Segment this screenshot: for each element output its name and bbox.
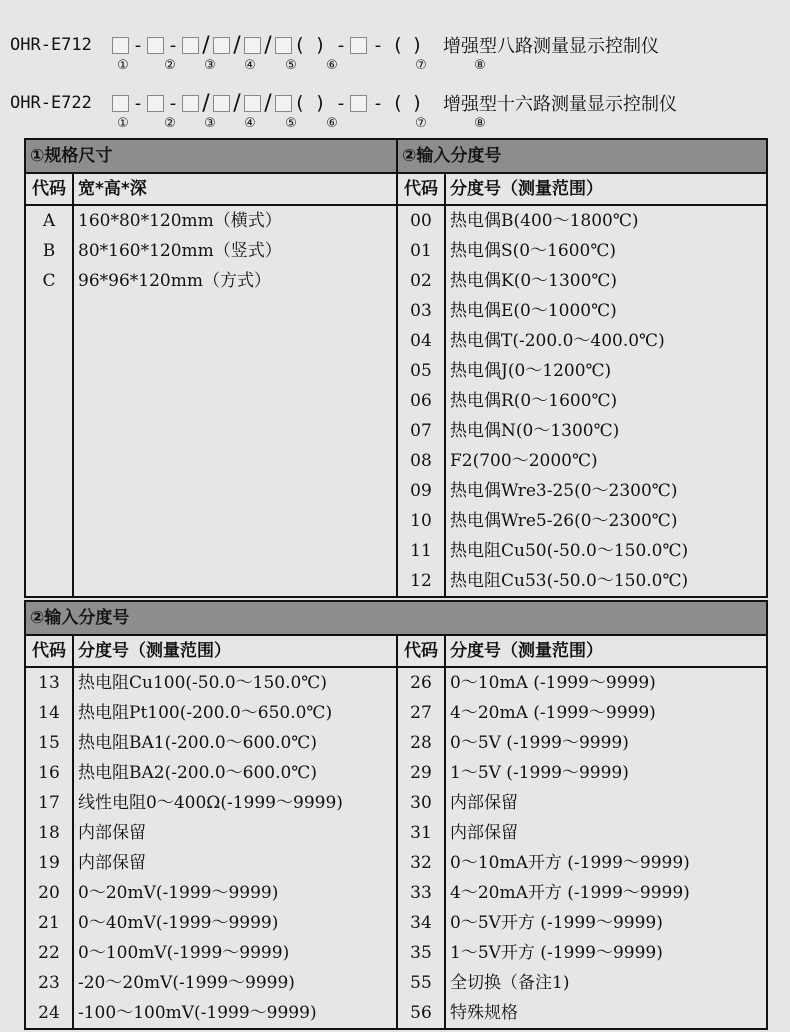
- right-paren: ): [413, 92, 421, 114]
- option-box-1: [112, 95, 129, 112]
- table-row: [25, 416, 767, 446]
- row-code: [25, 446, 73, 476]
- section-header-row: [25, 139, 767, 173]
- table-row: [25, 536, 767, 566]
- marker-4: ④: [244, 116, 256, 131]
- section-header-row: [25, 601, 767, 635]
- row-code: 55: [397, 968, 445, 998]
- code-header: 代码: [25, 173, 73, 205]
- section-title-input: ②输入分度号: [25, 601, 767, 635]
- table-row: [25, 878, 767, 908]
- row-value: [73, 536, 397, 566]
- model-code: OHR-E722: [10, 93, 92, 113]
- model-line-1: [10, 30, 659, 60]
- table-row: [25, 998, 767, 1029]
- option-box-2: [147, 95, 164, 112]
- marker-3: ③: [204, 58, 216, 73]
- row-code: 02: [397, 266, 445, 296]
- row-code: 27: [397, 698, 445, 728]
- code-header: 代码: [397, 635, 445, 667]
- row-value: 热电偶S(0～1600℃): [445, 236, 767, 266]
- marker-4: ④: [244, 58, 256, 73]
- marker-7: ⑦: [415, 58, 427, 73]
- table-row: [25, 506, 767, 536]
- row-value: 热电阻Cu53(-50.0～150.0℃): [445, 566, 767, 597]
- row-value: [73, 476, 397, 506]
- option-box-4: [213, 37, 230, 54]
- spec-table-2: [24, 600, 768, 1030]
- row-value: 热电偶E(0～1000℃): [445, 296, 767, 326]
- row-code: [25, 566, 73, 597]
- table-row: [25, 326, 767, 356]
- row-code: A: [25, 205, 73, 236]
- option-box-7: [350, 37, 367, 54]
- marker-2: ②: [164, 116, 176, 131]
- row-code: 07: [397, 416, 445, 446]
- row-value: 线性电阻0～400Ω(-1999～9999): [73, 788, 397, 818]
- table-row: [25, 818, 767, 848]
- row-value: 80*160*120mm（竖式）: [73, 236, 397, 266]
- model-code: OHR-E712: [10, 35, 92, 55]
- left-paren: (: [394, 34, 402, 56]
- row-code: 08: [397, 446, 445, 476]
- marker-6: ⑥: [326, 58, 338, 73]
- option-box-3: [182, 95, 199, 112]
- row-code: 35: [397, 938, 445, 968]
- row-value: [73, 356, 397, 386]
- right-paren: ): [316, 92, 324, 114]
- row-code: [25, 416, 73, 446]
- row-code: 17: [25, 788, 73, 818]
- table-row: [25, 205, 767, 236]
- marker-2: ②: [164, 58, 176, 73]
- row-code: 05: [397, 356, 445, 386]
- marker-5: ⑤: [285, 116, 297, 131]
- dash: -: [374, 34, 382, 56]
- spec-table-1: [24, 138, 768, 598]
- right-paren: ): [316, 34, 324, 56]
- row-value: -100～100mV(-1999～9999): [73, 998, 397, 1029]
- row-value: 内部保留: [445, 818, 767, 848]
- slash: /: [233, 32, 241, 58]
- option-box-2: [147, 37, 164, 54]
- row-code: 16: [25, 758, 73, 788]
- section-title-size: ①规格尺寸: [25, 139, 397, 173]
- row-code: [25, 506, 73, 536]
- slash: /: [264, 90, 272, 116]
- row-value: [73, 416, 397, 446]
- row-code: 23: [25, 968, 73, 998]
- row-value: 特殊规格: [445, 998, 767, 1029]
- option-box-6: [275, 95, 292, 112]
- row-code: [25, 476, 73, 506]
- marker-5: ⑤: [285, 58, 297, 73]
- row-value: 热电偶Wre3-25(0～2300℃): [445, 476, 767, 506]
- row-value: 热电偶Wre5-26(0～2300℃): [445, 506, 767, 536]
- column-header-row: [25, 173, 767, 205]
- slash: /: [264, 32, 272, 58]
- table-row: [25, 476, 767, 506]
- table-row: [25, 728, 767, 758]
- table-row: [25, 938, 767, 968]
- dash: -: [337, 34, 345, 56]
- row-value: [73, 506, 397, 536]
- marker-7: ⑦: [415, 116, 427, 131]
- table-row: [25, 667, 767, 698]
- table-row: [25, 566, 767, 597]
- table-row: [25, 356, 767, 386]
- option-box-6: [275, 37, 292, 54]
- row-code: 29: [397, 758, 445, 788]
- row-code: 22: [25, 938, 73, 968]
- row-value: [73, 566, 397, 597]
- range-header: 分度号（测量范围）: [445, 173, 767, 205]
- row-code: 19: [25, 848, 73, 878]
- row-value: 160*80*120mm（横式）: [73, 205, 397, 236]
- row-value: 热电阻BA1(-200.0～600.0℃): [73, 728, 397, 758]
- row-value: 热电偶R(0～1600℃): [445, 386, 767, 416]
- marker-1: ①: [117, 58, 129, 73]
- marker-1: ①: [117, 116, 129, 131]
- row-code: [25, 386, 73, 416]
- table-row: [25, 908, 767, 938]
- row-value: 内部保留: [445, 788, 767, 818]
- row-value: 0～10mA (-1999～9999): [445, 667, 767, 698]
- row-value: 全切换（备注1): [445, 968, 767, 998]
- row-value: [73, 446, 397, 476]
- option-box-4: [213, 95, 230, 112]
- option-box-1: [112, 37, 129, 54]
- row-value: -20～20mV(-1999～9999): [73, 968, 397, 998]
- row-code: 30: [397, 788, 445, 818]
- slash: /: [202, 32, 210, 58]
- row-code: 34: [397, 908, 445, 938]
- row-value: 4～20mA开方 (-1999～9999): [445, 878, 767, 908]
- row-value: 1～5V开方 (-1999～9999): [445, 938, 767, 968]
- row-code: 01: [397, 236, 445, 266]
- row-value: 内部保留: [73, 818, 397, 848]
- row-code: 13: [25, 667, 73, 698]
- marker-8: ⑧: [474, 58, 486, 73]
- row-code: 56: [397, 998, 445, 1029]
- right-paren: ): [413, 34, 421, 56]
- row-code: 11: [397, 536, 445, 566]
- row-code: C: [25, 266, 73, 296]
- range-header: 分度号（测量范围）: [445, 635, 767, 667]
- left-paren: (: [394, 92, 402, 114]
- row-code: 06: [397, 386, 445, 416]
- row-value: F2(700～2000℃): [445, 446, 767, 476]
- marker-6: ⑥: [326, 116, 338, 131]
- row-code: 32: [397, 848, 445, 878]
- column-header-row: [25, 635, 767, 667]
- table-row: [25, 698, 767, 728]
- row-code: 33: [397, 878, 445, 908]
- size-header: 宽*高*深: [73, 173, 397, 205]
- table-row: [25, 236, 767, 266]
- row-value: 1～5V (-1999～9999): [445, 758, 767, 788]
- section-title-input: ②输入分度号: [397, 139, 767, 173]
- row-code: 10: [397, 506, 445, 536]
- slash: /: [202, 90, 210, 116]
- row-value: 0～100mV(-1999～9999): [73, 938, 397, 968]
- range-header: 分度号（测量范围）: [73, 635, 397, 667]
- row-value: [73, 386, 397, 416]
- dash: -: [134, 92, 142, 114]
- row-code: 12: [397, 566, 445, 597]
- row-code: 24: [25, 998, 73, 1029]
- row-value: 0～20mV(-1999～9999): [73, 878, 397, 908]
- row-code: 21: [25, 908, 73, 938]
- dash: -: [169, 34, 177, 56]
- row-code: 04: [397, 326, 445, 356]
- position-markers: [0, 58, 790, 78]
- row-code: [25, 536, 73, 566]
- row-value: [73, 296, 397, 326]
- row-value: 4～20mA (-1999～9999): [445, 698, 767, 728]
- row-value: 0～10mA开方 (-1999～9999): [445, 848, 767, 878]
- left-paren: (: [296, 34, 304, 56]
- row-code: [25, 356, 73, 386]
- row-code: [25, 326, 73, 356]
- dash: -: [169, 92, 177, 114]
- row-code: B: [25, 236, 73, 266]
- row-code: 20: [25, 878, 73, 908]
- table-row: [25, 758, 767, 788]
- row-value: [73, 326, 397, 356]
- table-row: [25, 266, 767, 296]
- model-line-2: [10, 88, 677, 118]
- row-value: 热电偶N(0～1300℃): [445, 416, 767, 446]
- slash: /: [233, 90, 241, 116]
- model-description: 增强型八路测量显示控制仪: [443, 36, 659, 57]
- row-value: 热电阻Pt100(-200.0～650.0℃): [73, 698, 397, 728]
- table-row: [25, 446, 767, 476]
- table-row: [25, 788, 767, 818]
- code-header: 代码: [25, 635, 73, 667]
- row-value: 内部保留: [73, 848, 397, 878]
- row-code: 31: [397, 818, 445, 848]
- left-paren: (: [296, 92, 304, 114]
- dash: -: [337, 92, 345, 114]
- code-header: 代码: [397, 173, 445, 205]
- option-box-5: [244, 95, 261, 112]
- table-row: [25, 296, 767, 326]
- row-code: [25, 296, 73, 326]
- row-code: 26: [397, 667, 445, 698]
- row-value: 0～40mV(-1999～9999): [73, 908, 397, 938]
- row-code: 15: [25, 728, 73, 758]
- row-value: 热电阻Cu100(-50.0～150.0℃): [73, 667, 397, 698]
- position-markers: [0, 116, 790, 136]
- row-code: 28: [397, 728, 445, 758]
- option-box-3: [182, 37, 199, 54]
- option-box-7: [350, 95, 367, 112]
- table-row: [25, 848, 767, 878]
- marker-3: ③: [204, 116, 216, 131]
- row-value: 96*96*120mm（方式）: [73, 266, 397, 296]
- row-code: 09: [397, 476, 445, 506]
- row-code: 03: [397, 296, 445, 326]
- dash: -: [134, 34, 142, 56]
- row-value: 热电阻Cu50(-50.0～150.0℃): [445, 536, 767, 566]
- row-value: 0～5V (-1999～9999): [445, 728, 767, 758]
- row-value: 热电偶B(400～1800℃): [445, 205, 767, 236]
- marker-8: ⑧: [474, 116, 486, 131]
- row-value: 0～5V开方 (-1999～9999): [445, 908, 767, 938]
- row-value: 热电偶J(0～1200℃): [445, 356, 767, 386]
- row-code: 14: [25, 698, 73, 728]
- row-value: 热电偶T(-200.0～400.0℃): [445, 326, 767, 356]
- option-box-5: [244, 37, 261, 54]
- model-description: 增强型十六路测量显示控制仪: [443, 94, 677, 115]
- row-code: 00: [397, 205, 445, 236]
- row-code: 18: [25, 818, 73, 848]
- table-row: [25, 968, 767, 998]
- row-value: 热电偶K(0～1300℃): [445, 266, 767, 296]
- table-row: [25, 386, 767, 416]
- dash: -: [374, 92, 382, 114]
- row-value: 热电阻BA2(-200.0～600.0℃): [73, 758, 397, 788]
